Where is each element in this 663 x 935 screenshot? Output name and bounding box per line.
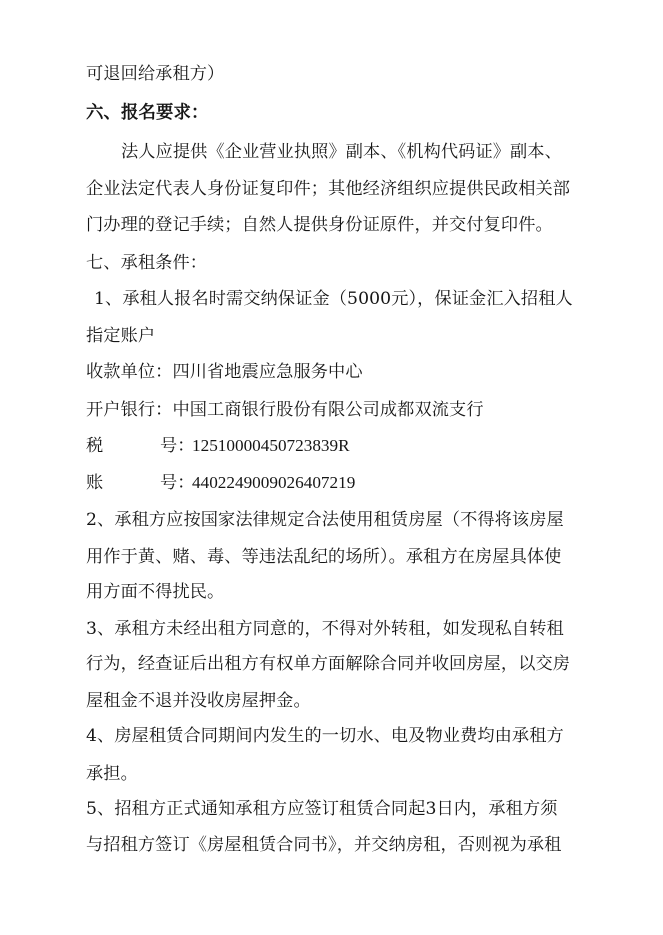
- account-number-value: 4402249009026407219: [192, 473, 356, 492]
- paragraph-line: 企业法定代表人身份证复印件；其他经济组织应提供民政相关部: [86, 179, 571, 199]
- condition-4-line: 承担。: [86, 764, 138, 784]
- condition-1-line: 1、承租人报名时需交纳保证金（5000元），保证金汇入招租人: [94, 289, 573, 309]
- condition-4-line: 4、房屋租赁合同期间内发生的一切水、电及物业费均由承租方: [86, 726, 564, 746]
- condition-3-line: 行为，经查证后出租方有权单方面解除合同并收回房屋，以交房: [86, 654, 571, 674]
- condition-1-line: 指定账户: [86, 326, 156, 346]
- payee-line: 收款单位：四川省地震应急服务中心: [86, 362, 363, 382]
- account-label-suffix: 号：: [160, 473, 195, 493]
- paragraph-line: 门办理的登记手续；自然人提供身份证原件，并交付复印件。: [86, 215, 553, 235]
- tax-label-char: 税: [86, 436, 104, 456]
- condition-2-line: 2、承租方应按国家法律规定合法使用租赁房屋（不得将该房屋: [86, 510, 564, 530]
- tax-number-value: 12510000450723839R: [192, 436, 350, 455]
- paragraph-line: 法人应提供《企业营业执照》副本、《机构代码证》副本、: [121, 142, 562, 162]
- section-heading-conditions: 七、承租条件：: [86, 253, 208, 273]
- condition-3-line: 3、承租方未经出租方同意的，不得对外转租，如发现私自转租: [86, 619, 564, 639]
- account-label-char: 账: [86, 473, 104, 493]
- condition-3-line: 屋租金不退并没收房屋押金。: [86, 691, 311, 711]
- condition-5-line: 与招租方签订《房屋租赁合同书》，并交纳房租，否则视为承租: [86, 835, 562, 855]
- condition-2-line: 用方面不得扰民。: [86, 582, 225, 602]
- condition-2-line: 用作于黄、赌、毒、等违法乱纪的场所）。承租方在房屋具体使: [86, 547, 562, 567]
- condition-5-line: 5、招租方正式通知承租方应签订租赁合同起3日内，承租方须: [86, 799, 558, 819]
- section-heading-registration: 六、报名要求：: [86, 103, 209, 123]
- bank-line: 开户银行：中国工商银行股份有限公司成都双流支行: [86, 400, 484, 420]
- tax-label-suffix: 号：: [160, 436, 195, 456]
- text-line-continuation: 可退回给承租方）: [86, 64, 225, 84]
